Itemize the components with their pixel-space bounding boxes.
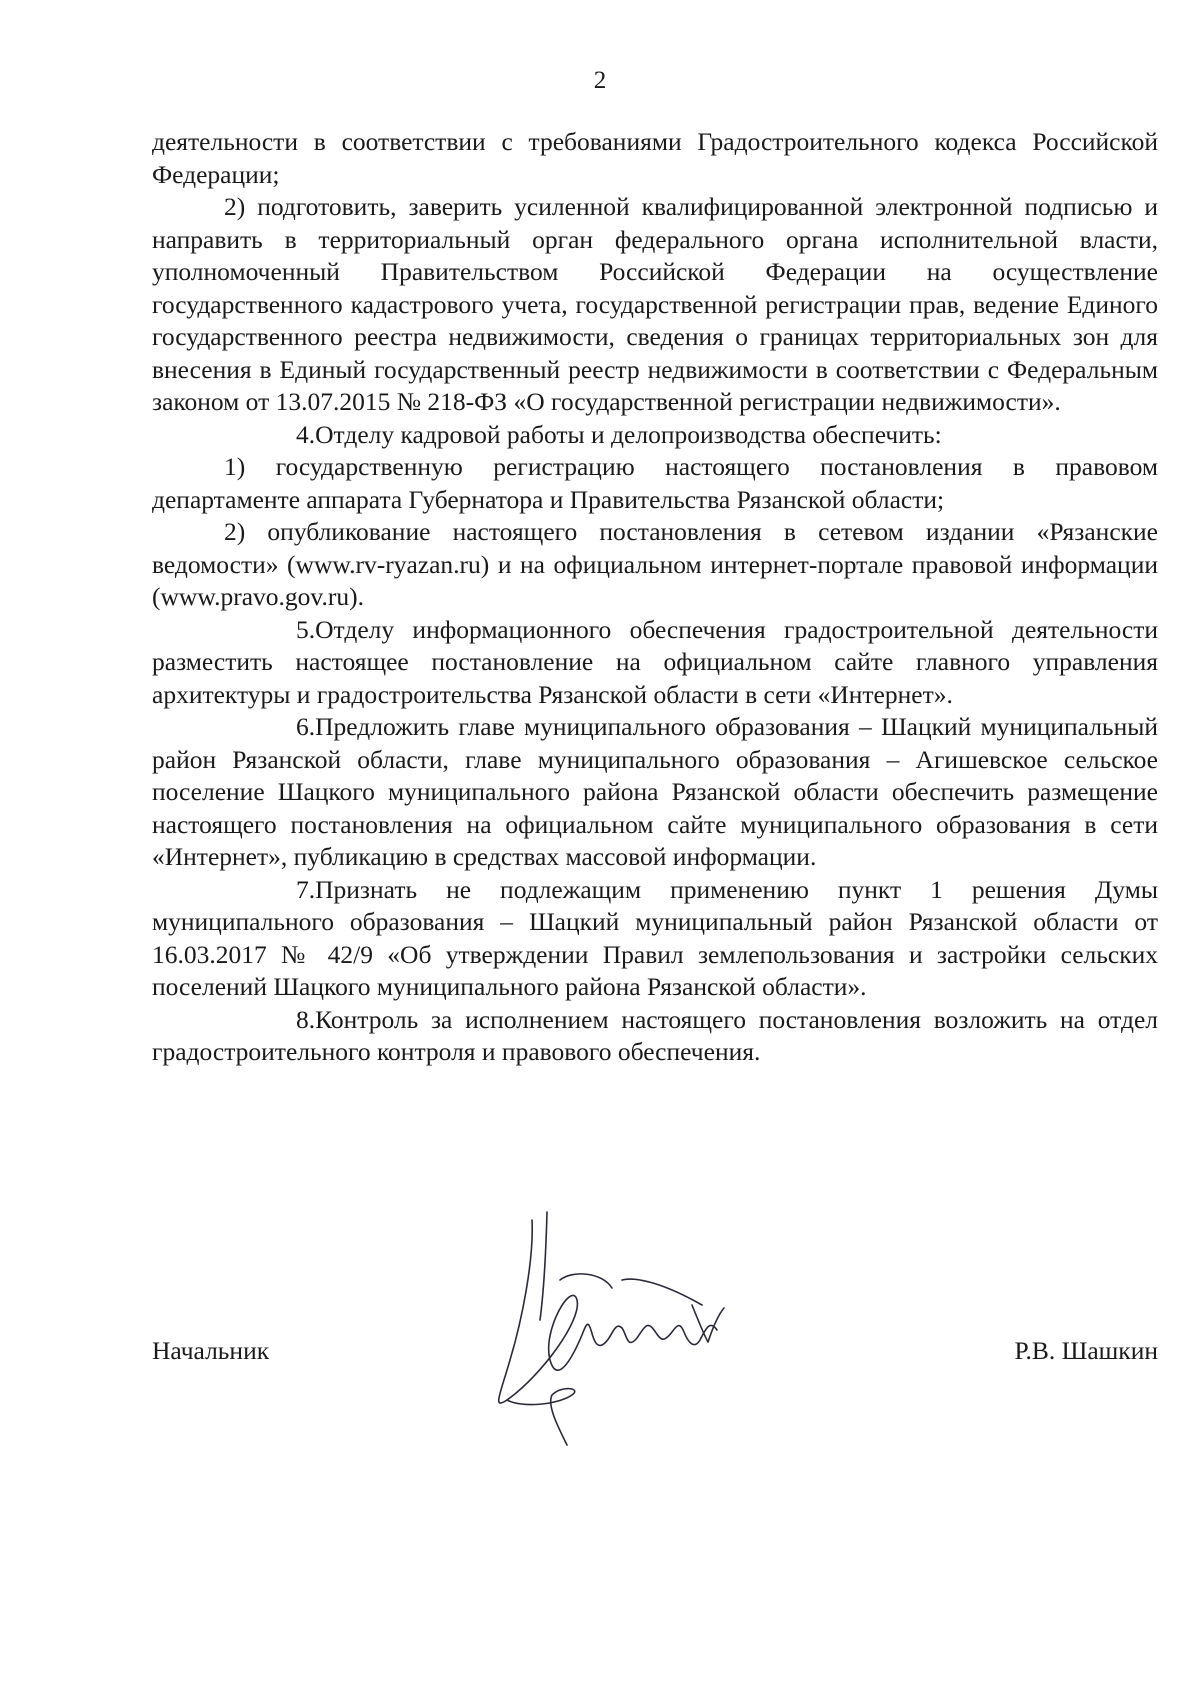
paragraph-text: 2) подготовить, заверить усиленной квалифицированной электронной подписью и направить в территориальный орган федерального органа исполнительной власти, уполномоченный Правительством Российской Федерации на осуществление государственного кадастрового учета, государственной регистрации прав, ведение Единого государственного реестра недвижимости, сведения о границах территориальных зон для внесения в Единый государственный реестр недвижимости в соответствии с Федеральным законом от 13.07.2015 № 218-ФЗ «О государственной регистрации недвижимости». <box>152 192 1158 416</box>
handwritten-signature <box>462 1210 772 1450</box>
signatory-title: Начальник <box>152 1336 270 1365</box>
item-number: 8. <box>296 1004 316 1034</box>
paragraph-text: Отделу информационного обеспечения градостроительной деятельности разместить настоящее постановление на официальном сайте главного управления архитектуры и градостроительства Рязанской области в сети «Интернет». <box>152 614 1158 709</box>
paragraph-text: Признать не подлежащим применению пункт 1 решения Думы муниципального образования – Шацкий муниципальный район Рязанской области от 16.03.2017 № 42/9 «Об утверждении Правил землепользования и застройки сельских поселений Шацкого муниципального района Рязанской области». <box>152 874 1158 1001</box>
item-number: 7. <box>296 874 316 904</box>
paragraph-item-4 <box>152 419 1158 452</box>
signatory-name: Р.В. Шашкин <box>1014 1336 1158 1365</box>
paragraph-text: 1) государственную регистрацию настоящего постановления в правовом департаменте аппарата Губернатора и Правительства Рязанской области; <box>152 452 1158 514</box>
paragraph-item-7 <box>152 874 1158 1004</box>
item-number: 5. <box>296 614 316 644</box>
paragraph-item-6 <box>152 711 1158 874</box>
paragraph-text: деятельности в соответствии с требованиями Градостроительного кодекса Российской Федерации; <box>152 127 1158 189</box>
paragraph-subitem-2b <box>152 516 1158 614</box>
document-body <box>152 126 1158 1069</box>
paragraph-text: Контроль за исполнением настоящего постановления возложить на отдел градостроительного контроля и правового обеспечения. <box>152 1004 1158 1066</box>
paragraph-text: Отделу кадровой работы и делопроизводства обеспечить: <box>315 419 942 449</box>
paragraph-continuation <box>152 126 1158 191</box>
paragraph-item-5 <box>152 614 1158 712</box>
paragraph-subitem-1 <box>152 451 1158 516</box>
paragraph-item-8 <box>152 1004 1158 1069</box>
page-number: 2 <box>593 67 607 94</box>
paragraph-subitem-2 <box>152 191 1158 419</box>
item-number: 4. <box>296 419 316 449</box>
paragraph-text: Предложить главе муниципального образования – Шацкий муниципальный район Рязанской области, главе муниципального образования – Агишевское сельское поселение Шацкого муниципального района Рязанской области обеспечить размещение настоящего постановления на официальном сайте муниципального образования в сети «Интернет», публикацию в средствах массовой информации. <box>152 712 1158 871</box>
item-number: 6. <box>296 712 316 741</box>
paragraph-text: 2) опубликование настоящего постановления в сетевом издании «Рязанские ведомости» (www.rv-ryazan.ru) и на официальном интернет-портале правовой информации (www.pravo.gov.ru). <box>152 517 1158 611</box>
